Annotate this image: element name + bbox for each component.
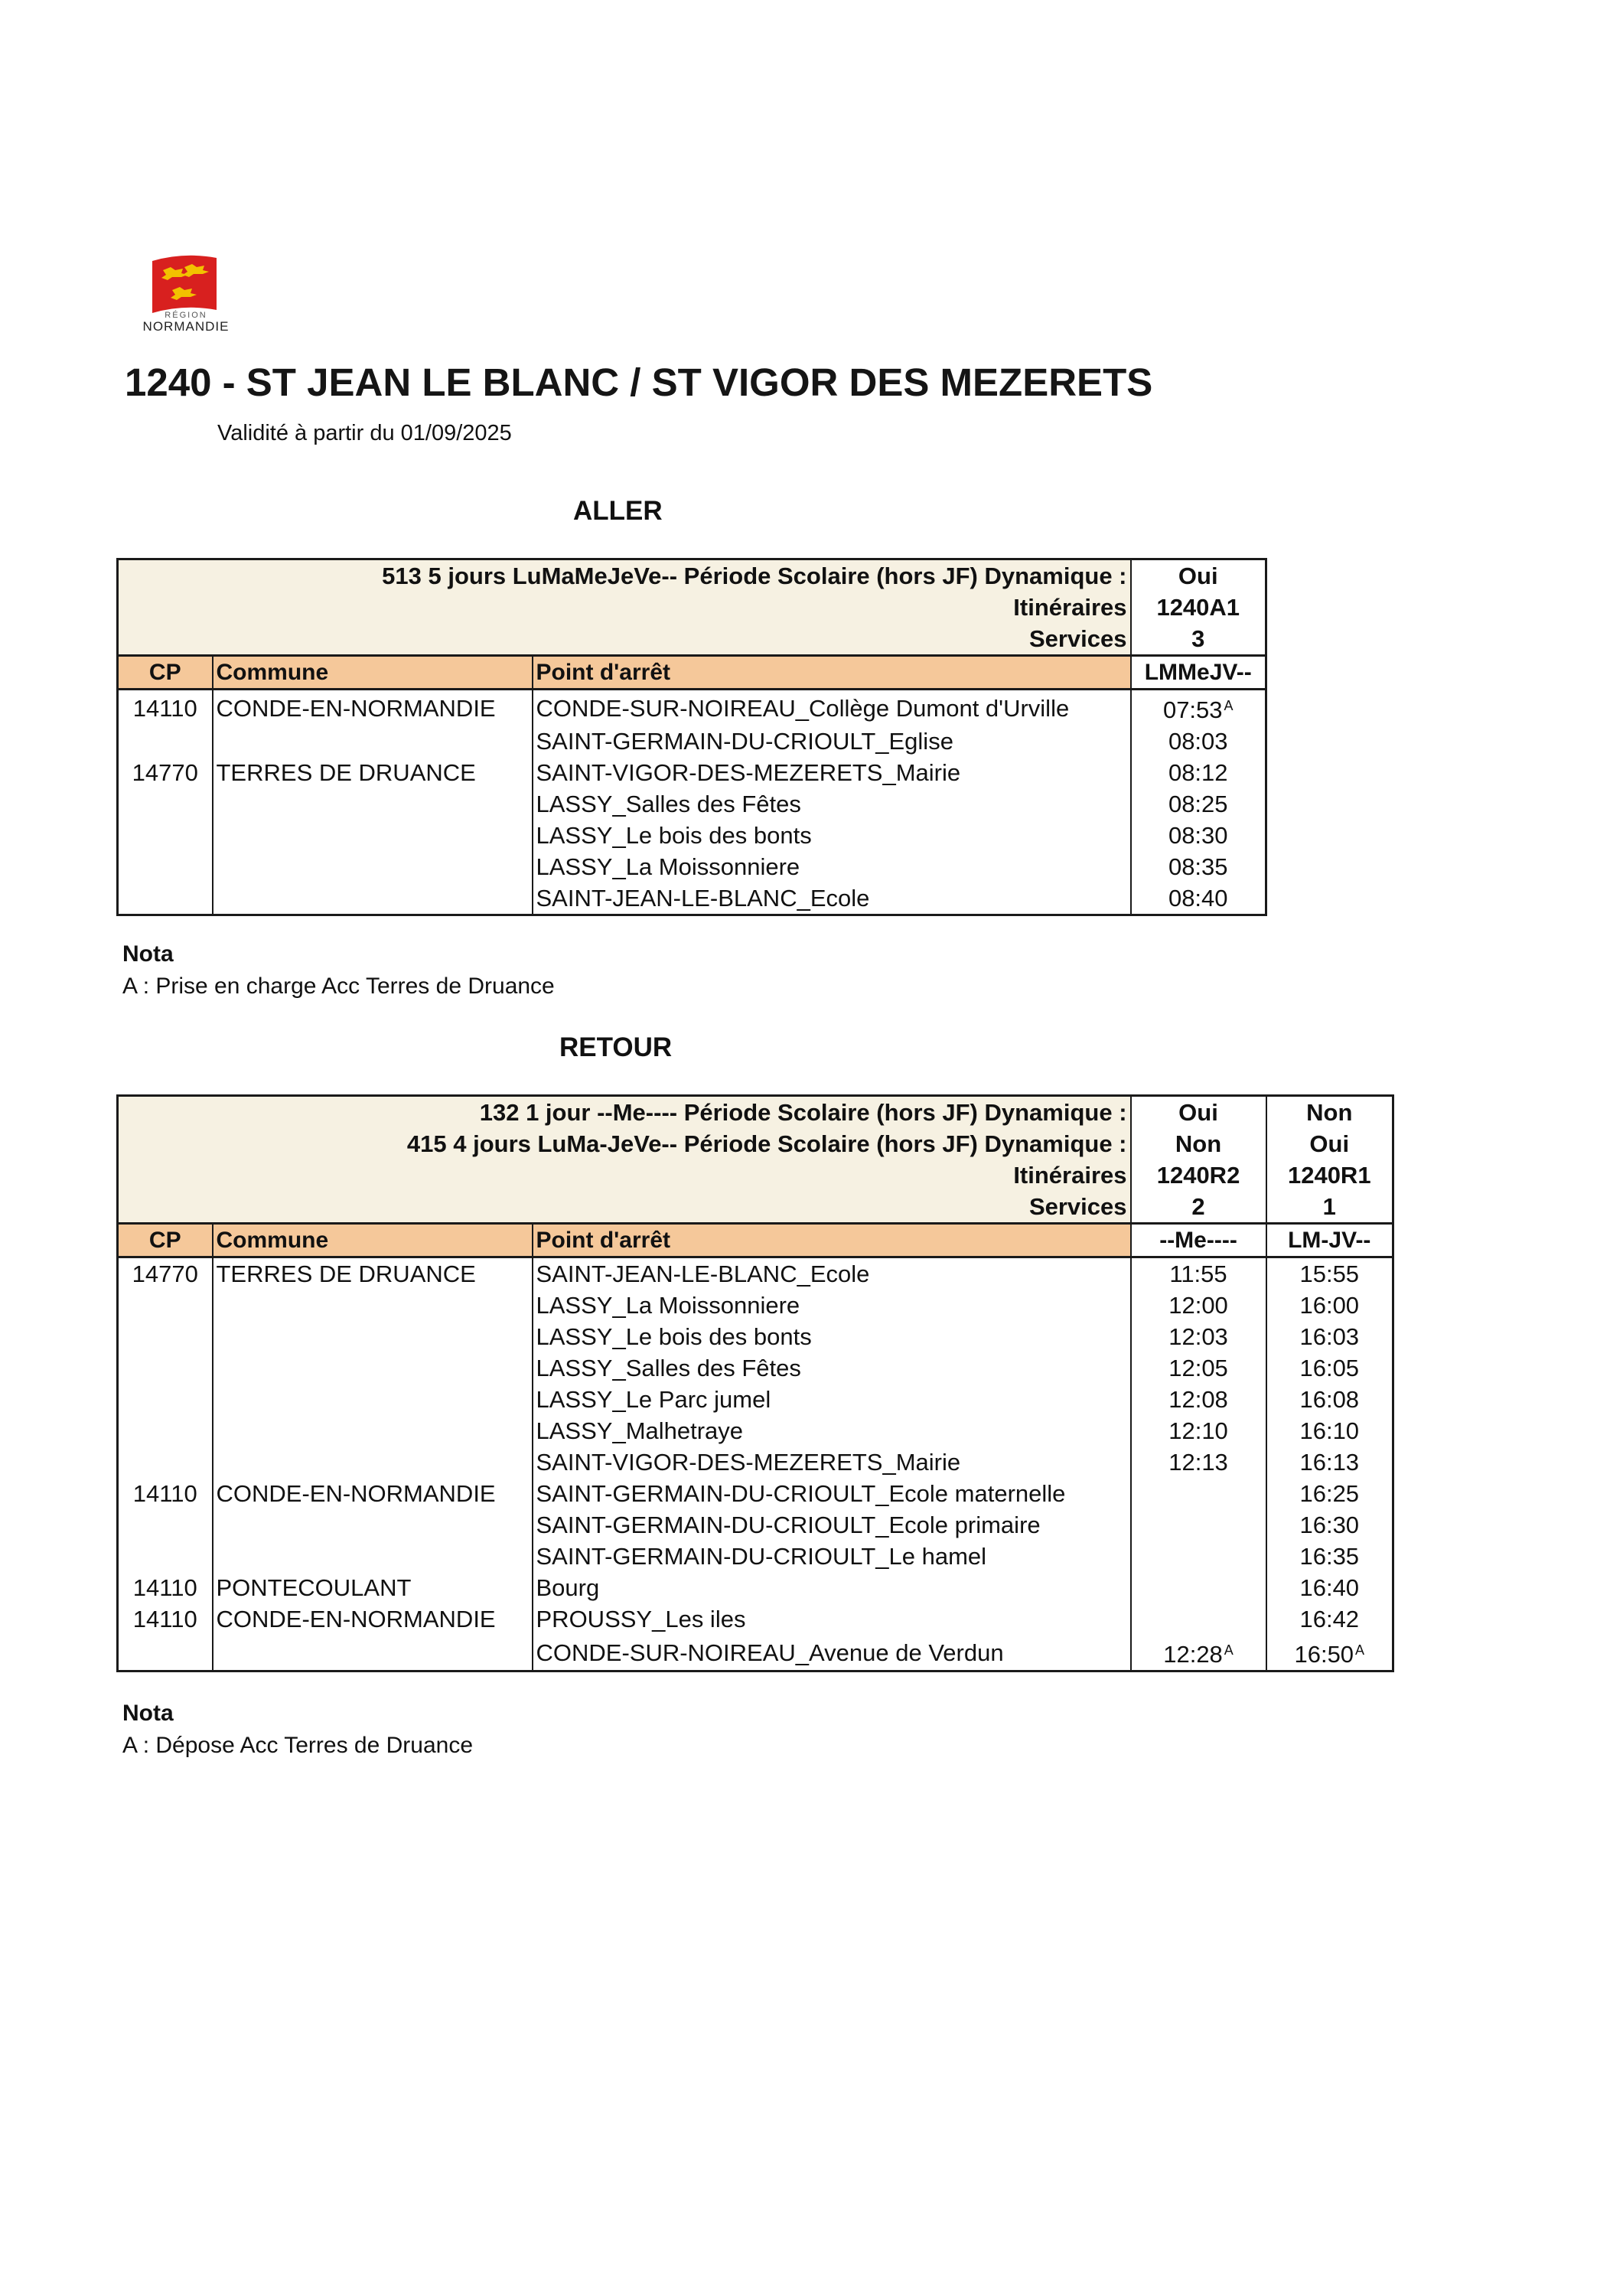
time-cell — [1131, 1415, 1266, 1446]
validity-date: Validité à partir du 01/09/2025 — [217, 421, 512, 445]
commune-cell: CONDE-EN-NORMANDIE — [213, 1603, 533, 1635]
stop-cell: SAINT-GERMAIN-DU-CRIOULT_Le hamel — [533, 1541, 1131, 1572]
time-value: 08:12 — [1168, 759, 1228, 786]
service-days-header: LM-JV-- — [1266, 1224, 1393, 1257]
header-value: 1 — [1266, 1191, 1393, 1224]
stop-cell: SAINT-VIGOR-DES-MEZERETS_Mairie — [533, 757, 1131, 788]
header-row — [118, 1128, 1393, 1159]
stop-cell: SAINT-GERMAIN-DU-CRIOULT_Eglise — [533, 726, 1131, 757]
stop-cell: LASSY_Malhetraye — [533, 1415, 1131, 1446]
time-cell — [1266, 1257, 1393, 1290]
cp-cell — [118, 1384, 213, 1415]
retour-nota-heading: Nota — [122, 1701, 174, 1726]
time-value: 08:40 — [1168, 885, 1228, 912]
time-cell — [1131, 1257, 1266, 1290]
time-value: 16:10 — [1299, 1417, 1360, 1444]
time-value: 16:05 — [1299, 1355, 1360, 1381]
retour-nota-text: A : Dépose Acc Terres de Druance — [122, 1733, 474, 1758]
time-value: 08:35 — [1168, 853, 1228, 880]
header-label: Itinéraires — [118, 592, 1131, 623]
logo-region-label: RÉGION — [165, 311, 207, 320]
aller-nota-heading: Nota — [122, 941, 174, 967]
header-label: Services — [118, 1191, 1131, 1224]
page-title: 1240 - ST JEAN LE BLANC / ST VIGOR DES MEZERETS — [125, 360, 1153, 404]
service-days-header: LMMeJV-- — [1131, 656, 1266, 690]
commune-cell: TERRES DE DRUANCE — [213, 1257, 533, 1290]
time-value: 12:28 — [1163, 1641, 1223, 1668]
time-value: 08:25 — [1168, 791, 1228, 817]
table-row — [118, 820, 1266, 851]
cp-cell — [118, 788, 213, 820]
stop-cell: LASSY_La Moissonniere — [533, 1290, 1131, 1321]
time-cell — [1266, 1478, 1393, 1509]
aller-nota-text: A : Prise en charge Acc Terres de Druance — [122, 974, 555, 999]
cp-cell — [118, 1352, 213, 1384]
cp-cell — [118, 1541, 213, 1572]
commune-cell — [213, 1541, 533, 1572]
header-value: Non — [1131, 1128, 1266, 1159]
commune-cell — [213, 726, 533, 757]
time-cell — [1131, 1509, 1266, 1541]
cp-cell: 14110 — [118, 1572, 213, 1603]
retour-timetable — [116, 1094, 1394, 1672]
time-cell — [1131, 726, 1266, 757]
column-header-row — [118, 1224, 1393, 1257]
header-label: Itinéraires — [118, 1159, 1131, 1191]
table-row — [118, 1415, 1393, 1446]
time-cell — [1266, 1321, 1393, 1352]
stop-cell: LASSY_Salles des Fêtes — [533, 788, 1131, 820]
cp-cell — [118, 820, 213, 851]
aller-section-title: ALLER — [573, 496, 663, 526]
time-cell — [1266, 1290, 1393, 1321]
table-row — [118, 1257, 1393, 1290]
time-cell — [1266, 1509, 1393, 1541]
time-cell — [1131, 851, 1266, 882]
time-cell — [1131, 820, 1266, 851]
time-value: 12:08 — [1168, 1386, 1228, 1413]
time-value: 08:03 — [1168, 728, 1228, 755]
header-row — [118, 592, 1266, 623]
time-cell — [1131, 788, 1266, 820]
time-flag: A — [1224, 1642, 1234, 1658]
cp-cell — [118, 1635, 213, 1671]
table-row — [118, 1384, 1393, 1415]
time-cell — [1266, 1446, 1393, 1478]
table-row — [118, 851, 1266, 882]
cp-cell — [118, 882, 213, 915]
commune-cell — [213, 788, 533, 820]
table-row — [118, 788, 1266, 820]
cp-column-header: CP — [118, 656, 213, 690]
time-value: 16:35 — [1299, 1543, 1360, 1570]
commune-cell — [213, 851, 533, 882]
cp-cell — [118, 726, 213, 757]
cp-cell — [118, 1509, 213, 1541]
stop-cell: LASSY_La Moissonniere — [533, 851, 1131, 882]
commune-cell: PONTECOULANT — [213, 1572, 533, 1603]
commune-cell — [213, 820, 533, 851]
cp-cell — [118, 851, 213, 882]
table-row — [118, 690, 1266, 726]
cp-cell: 14770 — [118, 757, 213, 788]
time-value: 16:50 — [1294, 1641, 1354, 1668]
time-value: 16:08 — [1299, 1386, 1360, 1413]
time-value: 12:00 — [1168, 1292, 1228, 1319]
time-cell — [1131, 1290, 1266, 1321]
header-row — [118, 1159, 1393, 1191]
commune-cell — [213, 1635, 533, 1671]
stop-cell: CONDE-SUR-NOIREAU_Collège Dumont d'Urville — [533, 690, 1131, 726]
time-cell — [1131, 1572, 1266, 1603]
header-value: 1240R2 — [1131, 1159, 1266, 1191]
header-value: 1240R1 — [1266, 1159, 1393, 1191]
time-value: 16:03 — [1299, 1323, 1360, 1350]
retour-section-title: RETOUR — [559, 1032, 673, 1062]
table-row — [118, 1290, 1393, 1321]
stop-cell: LASSY_Salles des Fêtes — [533, 1352, 1131, 1384]
header-value: Oui — [1131, 1096, 1266, 1129]
stop-cell: SAINT-GERMAIN-DU-CRIOULT_Ecole primaire — [533, 1509, 1131, 1541]
time-value: 16:13 — [1299, 1449, 1360, 1476]
cp-cell: 14110 — [118, 690, 213, 726]
cp-cell — [118, 1415, 213, 1446]
table-row — [118, 1321, 1393, 1352]
header-value: Non — [1266, 1096, 1393, 1129]
header-row — [118, 559, 1266, 592]
stop-cell: SAINT-JEAN-LE-BLANC_Ecole — [533, 1257, 1131, 1290]
stop-cell: LASSY_Le bois des bonts — [533, 820, 1131, 851]
time-value: 12:03 — [1168, 1323, 1228, 1350]
table-row — [118, 882, 1266, 915]
time-value: 11:55 — [1169, 1261, 1227, 1287]
commune-cell — [213, 882, 533, 915]
time-value: 07:53 — [1162, 696, 1223, 723]
cp-cell: 14110 — [118, 1603, 213, 1635]
time-value: 16:42 — [1299, 1606, 1360, 1632]
stop-column-header: Point d'arrêt — [533, 656, 1131, 690]
time-cell — [1131, 1478, 1266, 1509]
commune-cell — [213, 1384, 533, 1415]
time-cell — [1131, 757, 1266, 788]
stop-cell: CONDE-SUR-NOIREAU_Avenue de Verdun — [533, 1635, 1131, 1671]
time-value: 12:10 — [1168, 1417, 1228, 1444]
time-cell — [1266, 1384, 1393, 1415]
commune-cell — [213, 1321, 533, 1352]
commune-cell — [213, 1352, 533, 1384]
stop-cell: SAINT-VIGOR-DES-MEZERETS_Mairie — [533, 1446, 1131, 1478]
time-value: 16:00 — [1299, 1292, 1360, 1319]
table-row — [118, 1509, 1393, 1541]
time-cell — [1131, 1321, 1266, 1352]
time-value: 16:25 — [1299, 1480, 1360, 1507]
table-row — [118, 1541, 1393, 1572]
time-value: 12:05 — [1168, 1355, 1228, 1381]
cp-cell — [118, 1321, 213, 1352]
column-header-row — [118, 656, 1266, 690]
commune-cell: TERRES DE DRUANCE — [213, 757, 533, 788]
time-cell — [1131, 1603, 1266, 1635]
cp-cell: 14770 — [118, 1257, 213, 1290]
table-row — [118, 726, 1266, 757]
cp-column-header: CP — [118, 1224, 213, 1257]
service-days-header: --Me---- — [1131, 1224, 1266, 1257]
commune-cell — [213, 1290, 533, 1321]
time-flag: A — [1355, 1642, 1365, 1658]
time-cell — [1266, 1635, 1393, 1671]
cp-cell — [118, 1290, 213, 1321]
time-value: 08:30 — [1168, 822, 1228, 849]
table-row — [118, 1572, 1393, 1603]
commune-cell — [213, 1415, 533, 1446]
table-row — [118, 1352, 1393, 1384]
stop-column-header: Point d'arrêt — [533, 1224, 1131, 1257]
cp-cell — [118, 1446, 213, 1478]
stop-cell: SAINT-GERMAIN-DU-CRIOULT_Ecole maternelle — [533, 1478, 1131, 1509]
header-row — [118, 1191, 1393, 1224]
header-label: Services — [118, 623, 1131, 656]
time-cell — [1131, 882, 1266, 915]
stop-cell: PROUSSY_Les iles — [533, 1603, 1131, 1635]
time-flag: A — [1224, 698, 1234, 713]
stop-cell: LASSY_Le bois des bonts — [533, 1321, 1131, 1352]
time-value: 16:30 — [1299, 1512, 1360, 1538]
header-label: 513 5 jours LuMaMeJeVe-- Période Scolaire (hors JF) Dynamique : — [118, 559, 1131, 592]
table-row — [118, 1478, 1393, 1509]
commune-column-header: Commune — [213, 656, 533, 690]
stop-cell: SAINT-JEAN-LE-BLANC_Ecole — [533, 882, 1131, 915]
time-cell — [1131, 1541, 1266, 1572]
cp-cell: 14110 — [118, 1478, 213, 1509]
time-value: 16:40 — [1299, 1574, 1360, 1601]
time-cell — [1131, 690, 1266, 726]
header-row — [118, 623, 1266, 656]
time-cell — [1266, 1541, 1393, 1572]
header-label: 415 4 jours LuMa-JeVe-- Période Scolaire (hors JF) Dynamique : — [118, 1128, 1131, 1159]
logo-name-label: NORMANDIE — [142, 319, 230, 334]
table-row — [118, 1446, 1393, 1478]
header-value: 3 — [1131, 623, 1266, 656]
table-row — [118, 1603, 1393, 1635]
header-row — [118, 1096, 1393, 1129]
stop-cell: LASSY_Le Parc jumel — [533, 1384, 1131, 1415]
commune-column-header: Commune — [213, 1224, 533, 1257]
time-cell — [1266, 1415, 1393, 1446]
commune-cell — [213, 1446, 533, 1478]
commune-cell — [213, 1509, 533, 1541]
time-cell — [1266, 1352, 1393, 1384]
time-value: 12:13 — [1168, 1449, 1228, 1476]
time-cell — [1266, 1603, 1393, 1635]
time-cell — [1131, 1384, 1266, 1415]
aller-timetable — [116, 558, 1267, 916]
table-row — [118, 1635, 1393, 1671]
commune-cell: CONDE-EN-NORMANDIE — [213, 690, 533, 726]
commune-cell: CONDE-EN-NORMANDIE — [213, 1478, 533, 1509]
time-value: 15:55 — [1299, 1261, 1360, 1287]
header-value: 2 — [1131, 1191, 1266, 1224]
table-row — [118, 757, 1266, 788]
header-value: Oui — [1266, 1128, 1393, 1159]
header-value: Oui — [1131, 559, 1266, 592]
header-label: 132 1 jour --Me---- Période Scolaire (hors JF) Dynamique : — [118, 1096, 1131, 1129]
time-cell — [1131, 1446, 1266, 1478]
time-cell — [1131, 1635, 1266, 1671]
time-cell — [1266, 1572, 1393, 1603]
header-value: 1240A1 — [1131, 592, 1266, 623]
stop-cell: Bourg — [533, 1572, 1131, 1603]
time-cell — [1131, 1352, 1266, 1384]
